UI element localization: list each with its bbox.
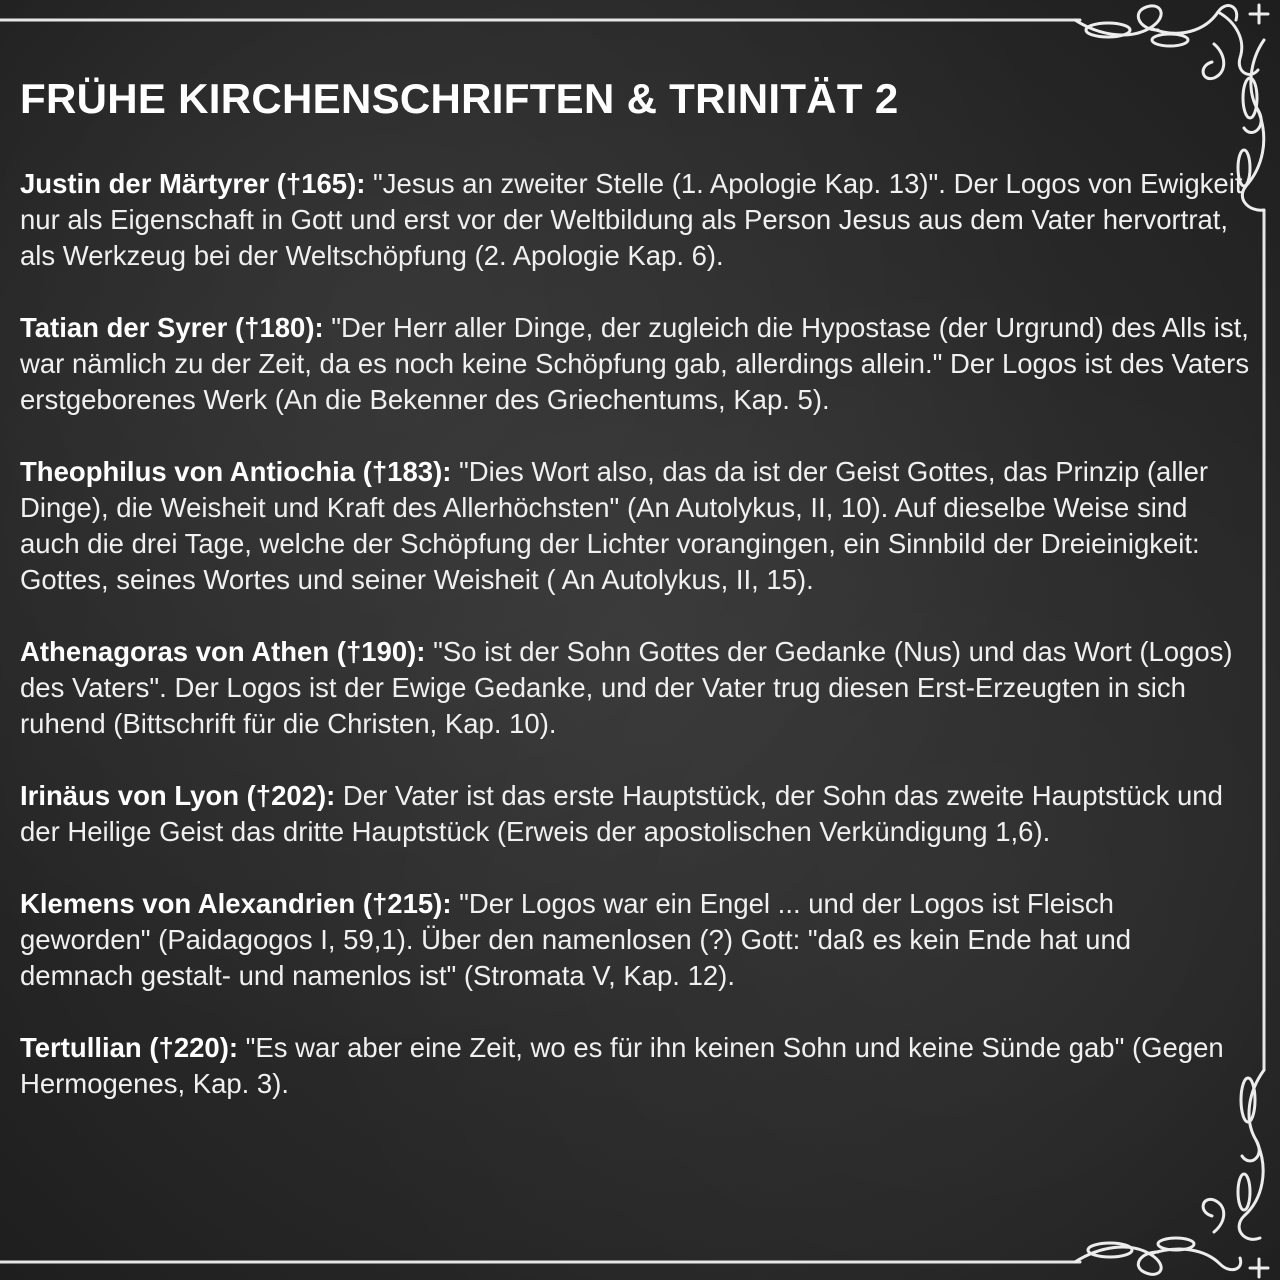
author-name: Tertullian (†220): [20, 1032, 239, 1063]
quote-text: "Der Herr aller Dinge, der zugleich die Hypostase (der Urgrund) des Alls ist, war nämlich zu der Zeit, da es noch keine Schöpfung gab, allerdings allein." Der Logos ist des Vaters erstgeborenes Werk (An die Bekenner des Griechentums, Kap. 5). [20, 312, 1250, 415]
list-item-theophilus [20, 454, 1250, 598]
quote-text: "Jesus an zweiter Stelle (1. Apologie Kap. 13)". Der Logos von Ewigkeit nur als Eigenschaft in Gott und erst vor der Weltbildung als Person Jesus aus dem Vater hervortrat, als Werkzeug bei der Weltschöpfung (2. Apologie Kap. 6). [20, 168, 1243, 271]
list-item-klemens [20, 886, 1250, 994]
list-item-tatian [20, 310, 1250, 418]
author-name: Klemens von Alexandrien (†215): [20, 888, 452, 919]
page-title: FRÜHE KIRCHENSCHRIFTEN & TRINITÄT 2 [20, 75, 899, 122]
list-item-athenagoras [20, 634, 1250, 742]
list-item-tertullian [20, 1030, 1250, 1102]
author-name: Athenagoras von Athen (†190): [20, 636, 426, 667]
quote-text: Der Vater ist das erste Hauptstück, der Sohn das zweite Hauptstück und der Heilige Geist das dritte Hauptstück (Erweis der apostolischen Verkündigung 1,6). [20, 780, 1223, 847]
quote-text: "Der Logos war ein Engel ... und der Logos ist Fleisch geworden" (Paidagogos I, 59,1). Über den namenlosen (?) Gott: "daß es kein Ende hat und demnach gestalt- und namenlos ist" (Stromata V, Kap. 12). [20, 888, 1132, 991]
author-name: Irinäus von Lyon (†202): [20, 780, 336, 811]
author-name: Theophilus von Antiochia (†183): [20, 456, 452, 487]
author-name: Justin der Märtyrer (†165): [20, 168, 366, 199]
author-name: Tatian der Syrer (†180): [20, 312, 324, 343]
quote-text: "So ist der Sohn Gottes der Gedanke (Nus) und das Wort (Logos) des Vaters". Der Logos ist der Ewige Gedanke, und der Vater trug diesen Erst-Erzeugten in sich ruhend (Bittschrift für die Christen, Kap. 10). [20, 636, 1233, 739]
quote-text: "Es war aber eine Zeit, wo es für ihn keinen Sohn und keine Sünde gab" (Gegen Hermogenes, Kap. 3). [20, 1032, 1224, 1099]
list-item-irinaeus [20, 778, 1250, 850]
quote-text: "Dies Wort also, das da ist der Geist Gottes, das Prinzip (aller Dinge), die Weisheit und Kraft des Allerhöchsten" (An Autolykus, II, 10). Auf dieselbe Weise sind auch die drei Tage, welche der Schöpfung der Lichter vorangingen, ein Sinnbild der Dreieinigkeit: Gottes, seines Wortes und seiner Weisheit ( An Autolykus, II, 15). [20, 456, 1209, 595]
list-item-justin [20, 166, 1250, 274]
quote-list [20, 166, 1250, 1138]
